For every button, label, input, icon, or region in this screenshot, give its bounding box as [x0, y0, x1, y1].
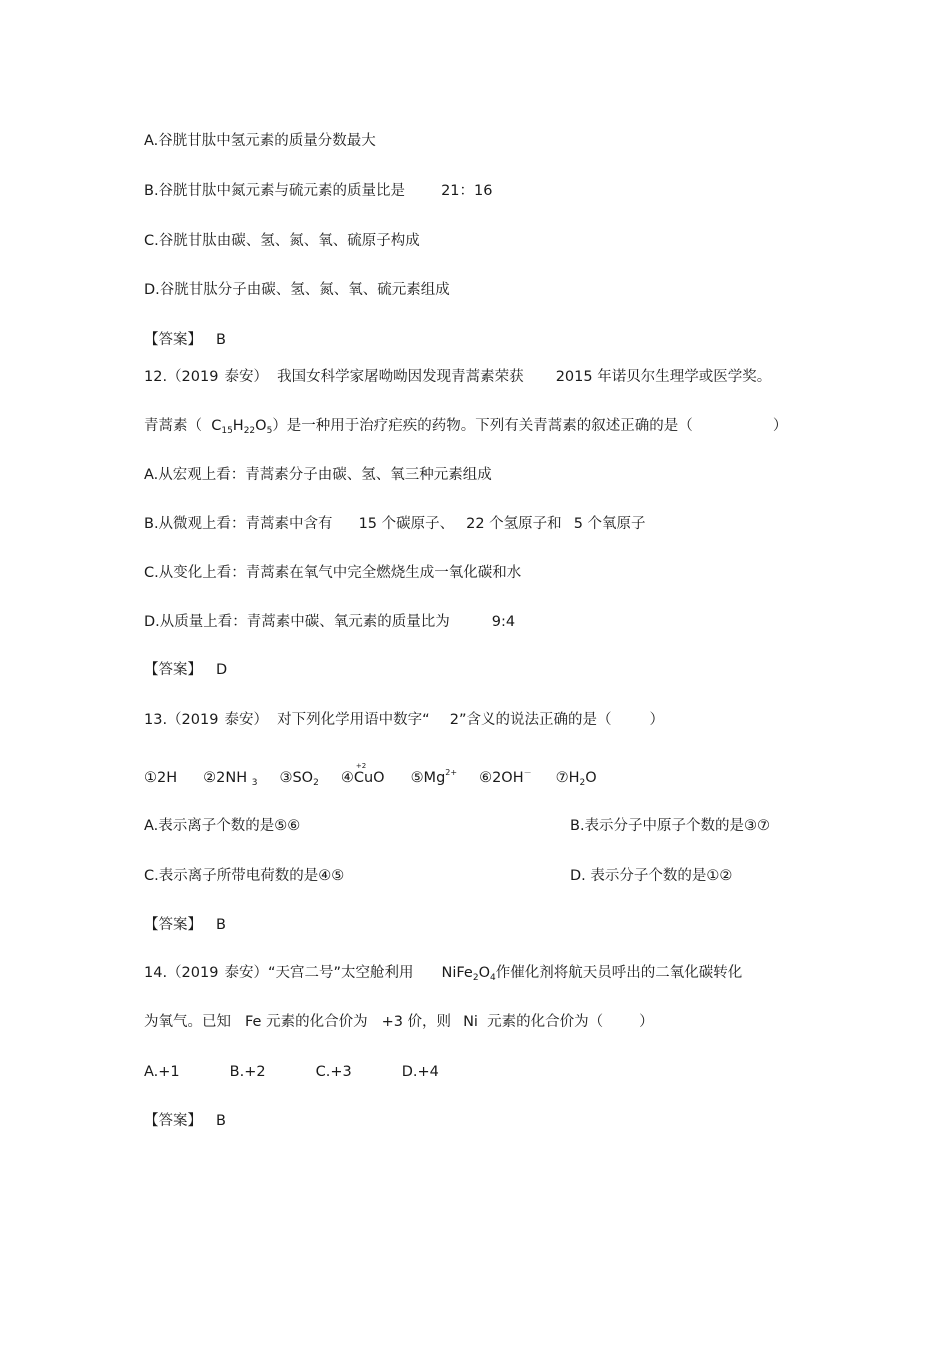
q13-answer: 【答案】 B	[144, 917, 226, 933]
formula-2: ②2NH $_3$	[203, 770, 258, 788]
formula-3: $③SO_2$	[279, 770, 319, 788]
q12-option-d: D.从质量上看：青蒿素中碳、氧元素的质量比为 9:4	[144, 614, 516, 630]
q13-options-cd: C.表示离子所带电荷数的是④⑤ D. 表示分子个数的是①②	[144, 868, 733, 884]
q13-header: 13.（2019 泰安） 对下列化学用语中数字“ 2”含义的说法正确的是（ ）	[144, 712, 664, 728]
q14-header: 14.（2019 泰安）“天宫二号”太空舱利用 $NiFe_2O_4$作催化剂将航天员呼出的二氧化碳转化	[144, 965, 743, 983]
formula-5: $⑤Mg^{2+}$	[410, 768, 458, 786]
q11-answer: 【答案】 B	[144, 332, 226, 348]
q13-options-ab: A.表示离子个数的是⑤⑥ B.表示分子中原子个数的是③⑦	[144, 818, 771, 834]
formula-1: ①2H	[144, 770, 178, 786]
formula-6: ⑥2OH－	[479, 768, 532, 786]
q11-option-b: B.谷胱甘肽中氮元素与硫元素的质量比是 21：16	[144, 183, 493, 199]
q12-header: 12.（2019 泰安） 我国女科学家屠呦呦因发现青蒿素荣获 2015 年诺贝尔生理学或医学奖。	[144, 369, 772, 385]
q11-option-a: A.谷胱甘肽中氢元素的质量分数最大	[144, 133, 376, 149]
q12-option-c: C.从变化上看：青蒿素在氧气中完全燃烧生成一氧化碳和水	[144, 565, 522, 581]
q14-question: 为氧气。已知 Fe 元素的化合价为 +3 价，则 Ni 元素的化合价为（ ）	[144, 1014, 654, 1030]
q12-answer: 【答案】 D	[144, 662, 228, 678]
q12-question: 青蒿素（ $C_{15}H_{22}O_5$）是一种用于治疗疟疾的药物。下列有关青蒿素的叙述正确的是（ ）	[144, 418, 788, 436]
q14-options: A.+1 B.+2 C.+3 D.+4	[144, 1064, 439, 1080]
formula-4: ④ +2 CuO	[340, 762, 385, 786]
formula-7: $⑦H_2O$	[555, 770, 597, 788]
q13-formulas	[144, 763, 597, 793]
q12-option-a: A.从宏观上看：青蒿素分子由碳、氢、氧三种元素组成	[144, 467, 492, 483]
q12-option-b: B.从微观上看：青蒿素中含有 15 个碳原子、 22 个氢原子和 5 个氧原子	[144, 516, 646, 532]
q11-option-c: C.谷胱甘肽由碳、氢、氮、氧、硫原子构成	[144, 233, 420, 249]
q11-option-d: D.谷胱甘肽分子由碳、氢、氮、氧、硫元素组成	[144, 282, 450, 298]
q14-answer: 【答案】 B	[144, 1113, 226, 1129]
